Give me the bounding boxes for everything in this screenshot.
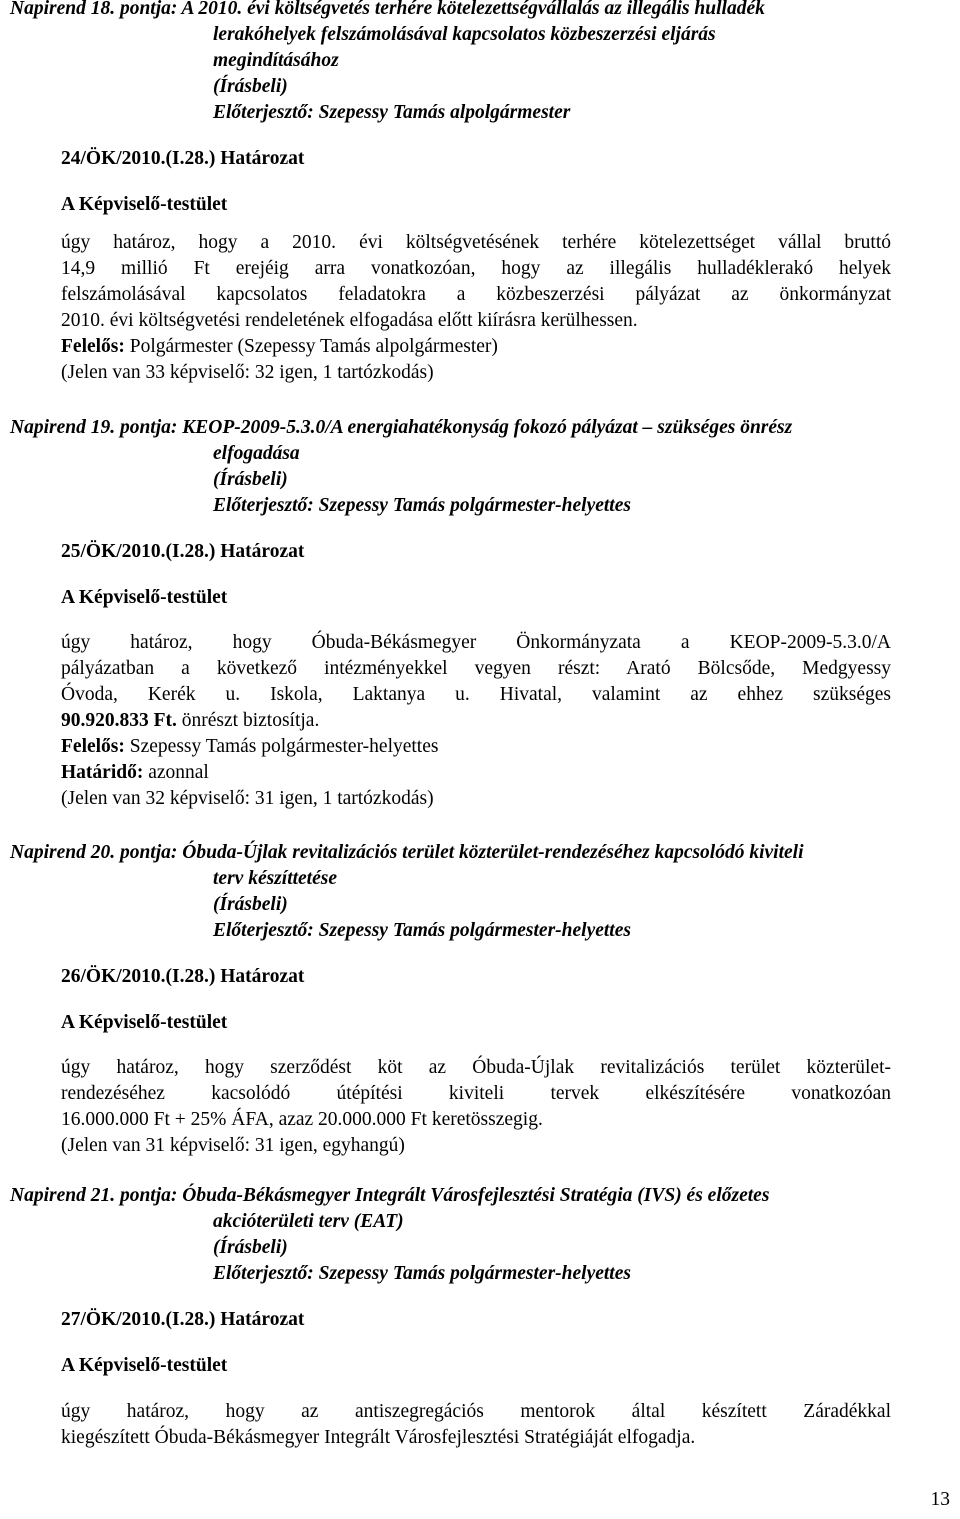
agenda-title-line: terv készíttetése bbox=[213, 868, 337, 889]
presenter: Előterjesztő: Szepessy Tamás polgármester-helyettes bbox=[213, 1263, 631, 1284]
resolution-text: úgy határoz, hogy a 2010. évi költségvetésének terhére kötelezettséget vállal bruttó 14,9 millió Ft erejéig arra vonatkozóan, hogy az illegális hulladéklerakó helyek felszámolásával kapcsolatos feladatokra a közbeszerzési pályázat az önkormányzat 2010. évi költségvetési rendeletének elfogadása előtt kiírásra kerülhessen. Felelős: Polgármester (Szepessy Tamás alpolgármester) (Jelen van 33 képviselő: 32 igen, 1 tartózkodás) bbox=[10, 230, 940, 386]
agenda-title-line: akcióterületi terv (EAT) bbox=[213, 1211, 404, 1232]
page-number: 13 bbox=[930, 1489, 950, 1510]
resolution-text: úgy határoz, hogy szerződést köt az Óbuda-Újlak revitalizációs terület közterület- rendezéséhez kacsolódó útépítési kiviteli tervek elkészítésére vonatkozóan 16.000.000 Ft + 25% ÁFA, azaz 20.000.000 Ft keretösszegig. (Jelen van 31 képviselő: 31 igen, egyhangú) bbox=[10, 1055, 940, 1159]
responsible: Felelős: Polgármester (Szepessy Tamás alpolgármester) bbox=[61, 336, 498, 357]
amount: 90.920.833 Ft. bbox=[61, 710, 177, 731]
agenda-heading: Napirend 18. pontja: A 2010. évi költségvetés terhére kötelezettségvállalás az illegális hulladék bbox=[10, 0, 765, 19]
agenda-item-19 bbox=[10, 415, 940, 812]
agenda-item-20 bbox=[10, 840, 940, 1159]
vote-result: (Jelen van 32 képviselő: 31 igen, 1 tartózkodás) bbox=[61, 788, 434, 809]
resolution-number: 25/ÖK/2010.(I.28.) Határozat bbox=[61, 541, 305, 562]
vote-result: (Jelen van 31 képviselő: 31 igen, egyhangú) bbox=[61, 1135, 405, 1156]
agenda-title-line: megindításához bbox=[213, 50, 339, 71]
agenda-heading: Napirend 19. pontja: KEOP-2009-5.3.0/A energiahatékonyság fokozó pályázat – szükséges önrész bbox=[10, 417, 793, 438]
agenda-title-line: elfogadása bbox=[213, 443, 300, 464]
vote-result: (Jelen van 33 képviselő: 32 igen, 1 tartózkodás) bbox=[61, 362, 434, 383]
agenda-item-21 bbox=[10, 1183, 940, 1451]
council-label: A Képviselő-testület bbox=[61, 194, 228, 215]
responsible: Felelős: Szepessy Tamás polgármester-helyettes bbox=[61, 736, 439, 757]
presenter: Előterjesztő: Szepessy Tamás polgármester-helyettes bbox=[213, 920, 631, 941]
presenter: Előterjesztő: Szepessy Tamás polgármester-helyettes bbox=[213, 495, 631, 516]
written-note: (Írásbeli) bbox=[213, 469, 288, 490]
resolution-text: úgy határoz, hogy az antiszegregációs mentorok által készített Záradékkal kiegészített Óbuda-Békásmegyer Integrált Városfejlesztési Stratégiáját elfogadja. bbox=[61, 1401, 891, 1448]
resolution-number: 26/ÖK/2010.(I.28.) Határozat bbox=[61, 966, 305, 987]
resolution-number: 27/ÖK/2010.(I.28.) Határozat bbox=[61, 1309, 305, 1330]
council-label: A Képviselő-testület bbox=[61, 587, 228, 608]
written-note: (Írásbeli) bbox=[213, 1237, 288, 1258]
agenda-heading: Napirend 20. pontja: Óbuda-Újlak revitalizációs terület közterület-rendezéséhez kapcsolódó kiviteli bbox=[10, 842, 804, 863]
council-label: A Képviselő-testület bbox=[61, 1012, 228, 1033]
deadline: Határidő: azonnal bbox=[61, 762, 209, 783]
agenda-item-18 bbox=[10, 0, 940, 386]
written-note: (Írásbeli) bbox=[213, 76, 288, 97]
presenter: Előterjesztő: Szepessy Tamás alpolgármester bbox=[213, 102, 571, 123]
resolution-number: 24/ÖK/2010.(I.28.) Határozat bbox=[61, 148, 305, 169]
agenda-title-line: lerakóhelyek felszámolásával kapcsolatos közbeszerzési eljárás bbox=[213, 24, 716, 45]
resolution-text: úgy határoz, hogy Óbuda-Békásmegyer Önkormányzata a KEOP-2009-5.3.0/A pályázatban a következő intézményekkel vegyen részt: Arató Bölcsőde, Medgyessy Óvoda, Kerék u. Iskola, Laktanya u. Hivatal, valamint az ehhez szükséges 90.920.833 Ft. önrészt biztosítja. Felelős: Szepessy Tamás polgármester-helyettes Határidő: azonnal (Jelen van 32 képviselő: 31 igen, 1 tartózkodás) bbox=[10, 630, 940, 812]
agenda-heading: Napirend 21. pontja: Óbuda-Békásmegyer Integrált Városfejlesztési Stratégia (IVS) és előzetes bbox=[10, 1185, 770, 1206]
council-label: A Képviselő-testület bbox=[61, 1355, 228, 1376]
written-note: (Írásbeli) bbox=[213, 894, 288, 915]
